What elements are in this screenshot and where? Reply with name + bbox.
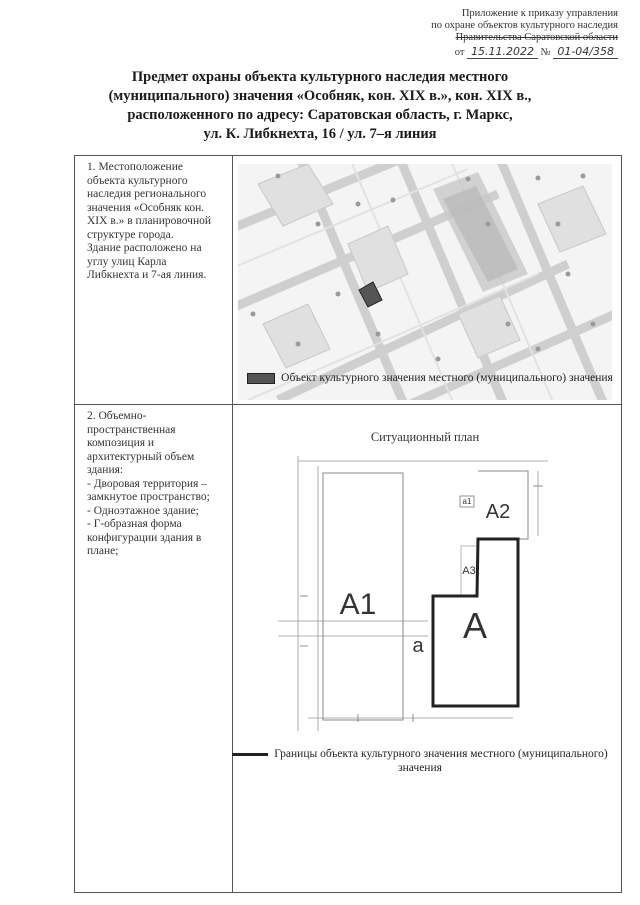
text-line: 2. Объемно-	[87, 410, 147, 422]
text-line: конфигурации здания в	[87, 531, 202, 544]
plan-label-a2: A2	[485, 501, 511, 523]
text-line: пространственная	[87, 423, 176, 436]
site-plan-title: Ситуационный план	[370, 430, 480, 444]
text-line: углу улиц Карла	[87, 255, 167, 268]
protection-table	[74, 155, 622, 893]
stamp-line-1: Приложение к приказу управления	[461, 8, 618, 19]
section2-description	[87, 410, 229, 559]
plan-label-a3: A3	[462, 565, 476, 577]
title-line-2: (муниципального) значения «Особняк, кон. XIX в.», кон. XIX в.,	[108, 88, 532, 104]
title-line-4: ул. К. Либкнехта, 16 / ул. 7–я линия	[203, 126, 437, 142]
text-line: - Г-образная форма	[87, 518, 182, 530]
row-divider	[75, 404, 621, 405]
location-map-graphic	[238, 164, 612, 400]
map-legend-text: Объект культурного значения местного (муниципального) значения	[281, 372, 613, 384]
plan-label-a1: A1	[339, 588, 377, 621]
text-line: объекта культурного	[87, 174, 188, 187]
date-prefix: от	[454, 47, 465, 58]
plan-legend-text: Границы объекта культурного значения местного (муниципального) значения	[274, 748, 608, 774]
stamp-line-3: Правительства Саратовской области	[455, 32, 618, 43]
plan-legend	[225, 748, 615, 775]
text-line: плане;	[87, 545, 119, 557]
text-line: наследия регионального	[87, 188, 207, 200]
site-plan-graphic	[238, 446, 612, 741]
text-line: XIX в.» в планировочной	[87, 215, 212, 227]
text-line: Здание расположено на	[87, 242, 202, 254]
date-value: 15.11.2022	[467, 45, 538, 59]
column-divider	[232, 156, 233, 892]
number-value: 01-04/358	[553, 45, 618, 59]
location-map	[238, 164, 612, 400]
plan-label-small-a: a	[412, 635, 424, 657]
text-line: структуре города.	[87, 228, 174, 241]
boundary-line-icon	[232, 753, 268, 756]
map-legend	[240, 372, 620, 385]
text-line: здания:	[87, 464, 124, 476]
text-line: архитектурный объем	[87, 450, 195, 463]
object-swatch-icon	[247, 373, 275, 384]
text-line: - Одноэтажное здание;	[87, 504, 199, 517]
section1-description	[87, 161, 229, 283]
text-line: значения «Особняк кон.	[87, 201, 205, 214]
approval-stamp	[358, 8, 618, 59]
plan-label-a: A	[462, 605, 488, 646]
text-line: - Дворовая территория –	[87, 477, 207, 490]
plan-label-a1-small: a1	[462, 497, 472, 506]
number-prefix: №	[540, 47, 551, 58]
title-line-1: Предмет охраны объекта культурного наследия местного	[131, 69, 509, 85]
stamp-line-2: по охране объектов культурного наследия	[431, 20, 618, 31]
text-line: композиция и	[87, 437, 155, 449]
title-line-3: расположенного по адресу: Саратовская область, г. Маркс,	[127, 107, 513, 123]
document-title	[100, 68, 540, 144]
text-line: замкнутое пространство;	[87, 491, 210, 503]
text-line: Либкнехта и 7-ая линия.	[87, 269, 207, 281]
stamp-date-line	[358, 46, 618, 59]
text-line: 1. Местоположение	[87, 161, 183, 173]
site-plan	[238, 446, 612, 741]
